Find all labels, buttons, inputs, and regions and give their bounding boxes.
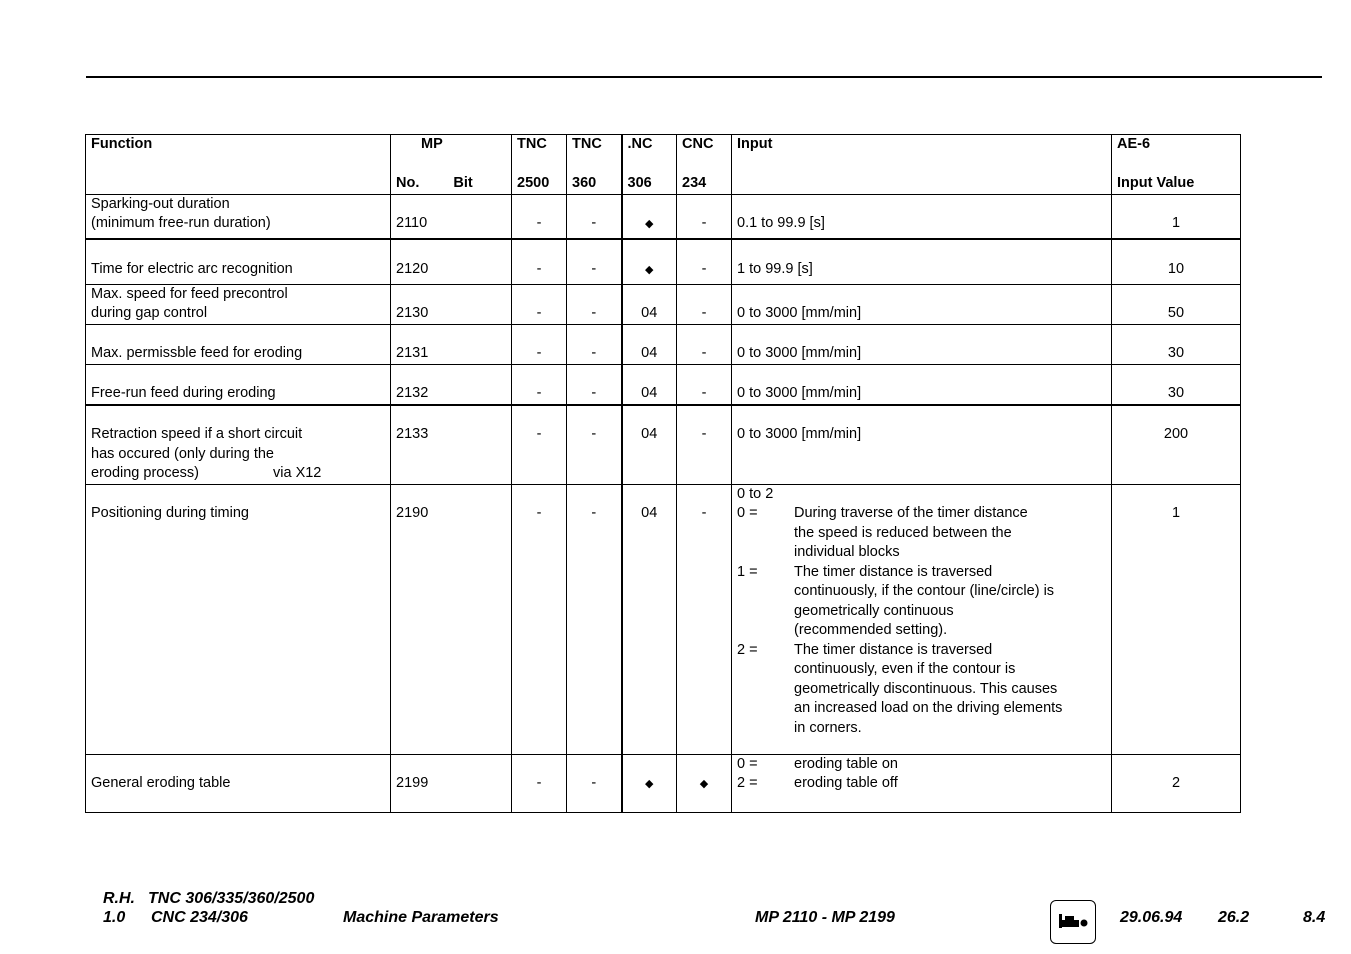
- table-row: [86, 405, 1241, 485]
- input-cell: 0 to 3000 [mm/min]: [732, 405, 1112, 485]
- top-rule: [86, 76, 1322, 78]
- table-row: [86, 239, 1241, 284]
- mp-number: 2110: [391, 194, 512, 239]
- tnc360-cell: -: [567, 484, 622, 754]
- input-cell: 0 to 3000 [mm/min]: [732, 364, 1112, 405]
- table-row: [86, 364, 1241, 405]
- diamond-icon: ◆: [699, 778, 709, 790]
- option-item: 0 = During traverse of the timer distance the speed is reduced between the individual blocks: [737, 505, 1028, 560]
- nc306-cell: 04: [622, 484, 677, 754]
- value-cell: 1: [1112, 484, 1241, 754]
- header-tnc360: TNC 360: [567, 135, 622, 195]
- function-cell: Max. permissble feed for eroding: [86, 324, 391, 364]
- tnc2500-cell: -: [512, 484, 567, 754]
- tnc360-cell: -: [567, 364, 622, 405]
- option-item: 2 = eroding table off: [737, 775, 898, 791]
- footer-page: 8.4: [1303, 909, 1326, 926]
- header-tnc2500: TNC 2500: [512, 135, 567, 195]
- mp-number: 2190: [391, 484, 512, 754]
- function-cell: Positioning during timing: [86, 484, 391, 754]
- cnc234-cell: -: [677, 364, 732, 405]
- function-cell: Retraction speed if a short circuit has occured (only during the eroding process) via X12: [86, 405, 391, 485]
- table-row: [86, 324, 1241, 364]
- value-cell: 30: [1112, 364, 1241, 405]
- nc306-cell: [622, 239, 677, 284]
- value-cell: 2: [1112, 754, 1241, 812]
- header-mp: MP No. Bit: [391, 135, 512, 195]
- header-function: Function: [86, 135, 391, 195]
- value-cell: 1: [1112, 194, 1241, 239]
- header-ae6: AE-6 Input Value: [1112, 135, 1241, 195]
- cnc234-cell: -: [677, 239, 732, 284]
- function-cell: Max. speed for feed precontrol during gap control: [86, 284, 391, 324]
- footer-author: R.H.: [103, 890, 135, 907]
- option-item: 1 = The timer distance is traversed continuously, if the contour (line/circle) is geometrically continuous (recommended setting).: [737, 563, 1055, 638]
- mp-number: 2132: [391, 364, 512, 405]
- value-cell: 50: [1112, 284, 1241, 324]
- footer-version: 1.0: [103, 909, 126, 926]
- table-row: [86, 484, 1241, 754]
- tnc2500-cell: -: [512, 405, 567, 485]
- nc306-cell: 04: [622, 364, 677, 405]
- table-row: [86, 754, 1241, 812]
- function-cell: Time for electric arc recognition: [86, 239, 391, 284]
- mp-number: 2131: [391, 324, 512, 364]
- tnc2500-cell: -: [512, 364, 567, 405]
- tnc360-cell: -: [567, 324, 622, 364]
- footer-section: Machine Parameters: [343, 909, 499, 926]
- mp-number: 2130: [391, 284, 512, 324]
- tnc360-cell: -: [567, 239, 622, 284]
- tnc360-cell: -: [567, 754, 622, 812]
- tnc2500-cell: -: [512, 324, 567, 364]
- tnc360-cell: -: [567, 405, 622, 485]
- nc306-cell: [622, 194, 677, 239]
- value-cell: 200: [1112, 405, 1241, 485]
- footer-date: 29.06.94: [1120, 909, 1183, 926]
- diamond-icon: ◆: [645, 218, 654, 230]
- footer-models-line2: CNC 234/306: [151, 909, 248, 926]
- mp-number: 2120: [391, 239, 512, 284]
- nc306-cell: 04: [622, 324, 677, 364]
- tnc2500-cell: -: [512, 754, 567, 812]
- footer-range: MP 2110 - MP 2199: [755, 909, 895, 926]
- footer-models-line1: TNC 306/335/360/2500: [148, 890, 315, 907]
- option-item: 0 = eroding table on: [737, 755, 898, 772]
- tnc2500-cell: -: [512, 284, 567, 324]
- function-cell: Free-run feed during eroding: [86, 364, 391, 405]
- tnc360-cell: -: [567, 284, 622, 324]
- table-row: [86, 194, 1241, 239]
- mp-number: 2133: [391, 405, 512, 485]
- nc306-cell: 04: [622, 405, 677, 485]
- header-row: [86, 135, 1241, 195]
- cnc234-cell: [677, 754, 732, 812]
- cnc234-cell: -: [677, 324, 732, 364]
- parameter-table: [85, 134, 1241, 813]
- value-cell: 10: [1112, 239, 1241, 284]
- function-cell: Sparking-out duration (minimum free-run duration): [86, 194, 391, 239]
- input-cell: 0 to 3000 [mm/min]: [732, 324, 1112, 364]
- machine-logo-icon: [1050, 900, 1096, 944]
- mp-number: 2199: [391, 754, 512, 812]
- table-row: [86, 284, 1241, 324]
- diamond-icon: ◆: [645, 263, 654, 276]
- cnc234-cell: -: [677, 284, 732, 324]
- input-cell: 0 to 2 0 = During traverse of the timer distance the speed is reduced between the individual blocks 1 = The timer distance is traversed continuously, if the contour (line/circle) is geometrically continuous (recommended setting). 2 = The timer distance is traversed continuously, even if the contour is geometrically discontinuous. This causes an increased load on the driving elements in corners.: [732, 484, 1112, 754]
- tnc360-cell: -: [567, 194, 622, 239]
- option-item: 2 = The timer distance is traversed continuously, even if the contour is geometrically discontinuous. This causes an increased load on the driving elements in corners.: [737, 641, 1063, 736]
- diamond-icon: ◆: [645, 778, 654, 790]
- header-input: Input: [732, 135, 1112, 195]
- cnc234-cell: -: [677, 405, 732, 485]
- input-cell: 0 to 3000 [mm/min]: [732, 284, 1112, 324]
- nc306-cell: 04: [622, 284, 677, 324]
- header-cnc234: CNC 234: [677, 135, 732, 195]
- nc306-cell: [622, 754, 677, 812]
- value-cell: 30: [1112, 324, 1241, 364]
- cnc234-cell: -: [677, 194, 732, 239]
- tnc2500-cell: -: [512, 239, 567, 284]
- input-cell: [732, 754, 1112, 812]
- footer-issue: 26.2: [1218, 909, 1250, 926]
- input-cell: 1 to 99.9 [s]: [732, 239, 1112, 284]
- cnc234-cell: -: [677, 484, 732, 754]
- input-cell: 0.1 to 99.9 [s]: [732, 194, 1112, 239]
- header-nc306: .NC 306: [622, 135, 677, 195]
- function-cell: General eroding table: [86, 754, 391, 812]
- tnc2500-cell: -: [512, 194, 567, 239]
